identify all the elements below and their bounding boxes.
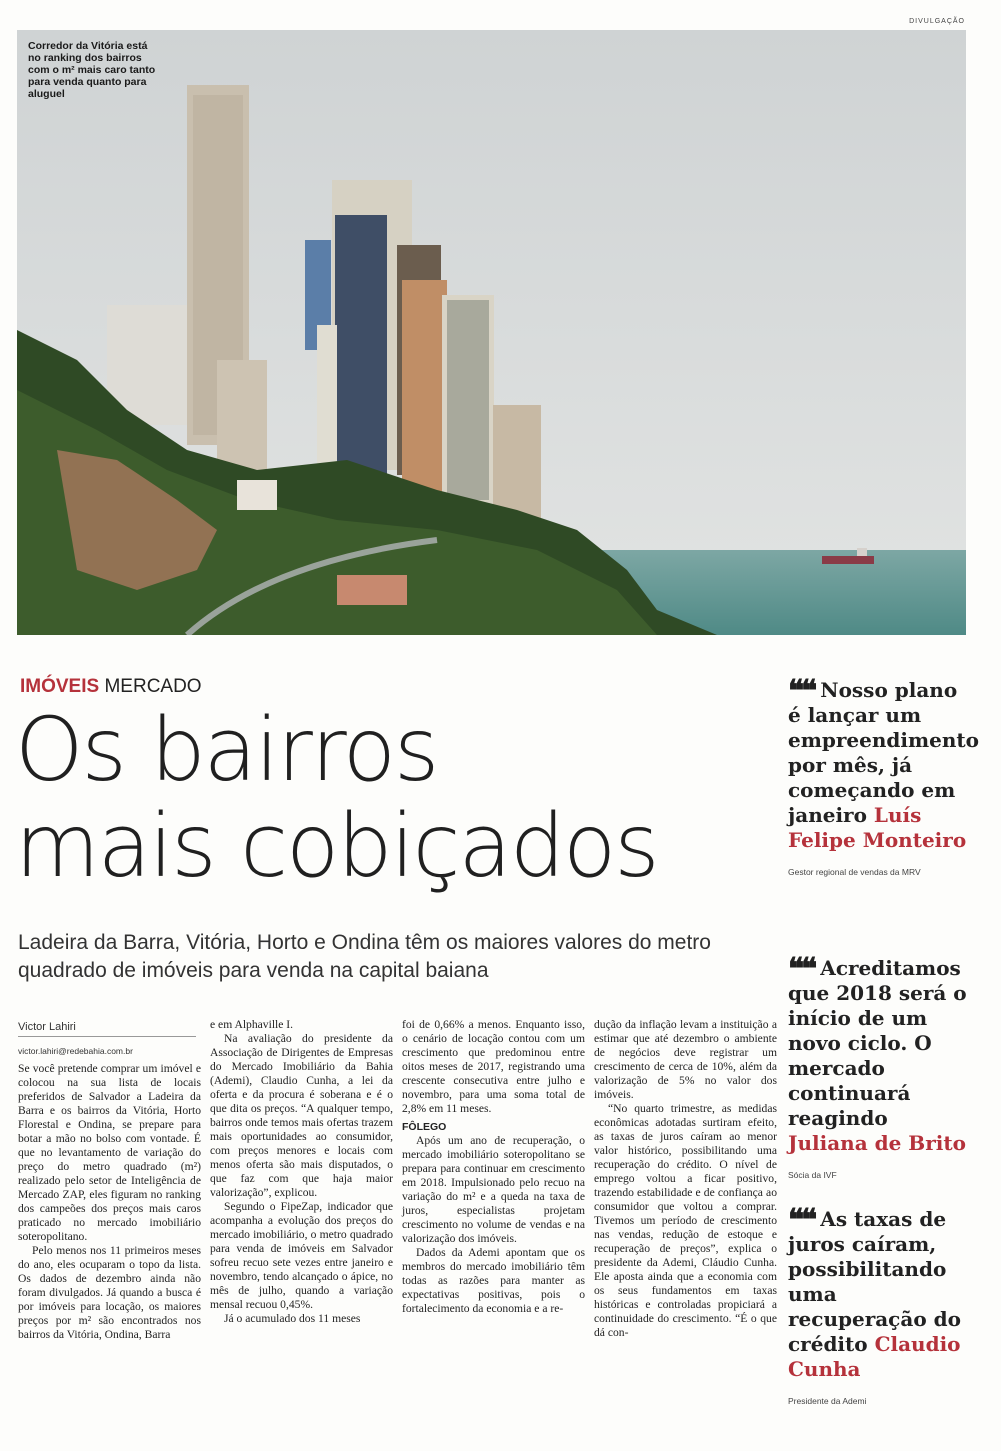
quote-mark-icon: ❝❝ (788, 1203, 815, 1238)
author-email: victor.lahiri@redebahia.com.br (18, 1046, 133, 1056)
subheading: FÔLEGO (402, 1121, 447, 1133)
subsection-label: MERCADO (104, 676, 202, 697)
paragraph: Pelo menos nos 11 primeiros meses do ano, eles ocuparam o topo da lista. Os dados de dezembro ainda não foram divulgados. Já quando a busca é por imóveis para locação, os maiores preços por m² são encontrados nos bairros da Vitória, Ondina, Barra (18, 1244, 201, 1341)
paragraph: Já o acumulado dos 11 meses (224, 1312, 361, 1325)
photo-credit: DIVULGAÇÃO (909, 18, 965, 25)
paragraph: foi de 0,66% a menos. Enquanto isso, o cenário de locação contou com um crescimento que predominou entre oitos meses de 2017, registrando uma crescente consecutiva entre julho e novembro, para uma soma total de 2,8% em 11 meses. (402, 1018, 585, 1115)
quote-text: ❝❝ Acreditamos que 2018 será o início de um novo ciclo. O mercado continuará reagindo Juliana de Brito (788, 952, 967, 1155)
paragraph: e em Alphaville I. (210, 1018, 294, 1031)
paragraph: Dados da Ademi apontam que os membros do mercado imobiliário têm todas as razões para manter as expectativas positivas, pois o fortalecimento da economia e a re- (402, 1246, 585, 1315)
paragraph: Se você pretende comprar um imóvel e colocou na sua lista de locais preferidos de Salvador a Ladeira da Barra e os bairros da Vitória, Horto Florestal e Ondina, se prepare para botar a mão no bolso com vontade. É que no levantamento de variação do preço do metro quadrado (m²) realizado pelo setor de Inteligência de Mercado ZAP, eles figuram no ranking dos campeões dos preços mais caros praticado no mercado imobiliário soteropolitano. (18, 1062, 201, 1243)
quote-author-role: Presidente da Ademi (788, 1396, 867, 1406)
headline (15, 699, 775, 897)
headline-line-2: mais cobiçados (15, 795, 658, 897)
paragraph: Após um ano de recuperação, o mercado imobiliário soteropolitano se prepara para continuar em crescimento em 2018. Impulsionado pelo recuo na variação do m² e a queda na taxa de juros, especialistas projetam crescimento no volume de vendas e na valorização dos imóveis. (402, 1134, 585, 1245)
quote-author-role: Sócia da IVF (788, 1170, 837, 1180)
quote-author: Luís Felipe Monteiro (788, 803, 967, 852)
skyline-photo (17, 30, 966, 635)
quote-mark-icon: ❝❝ (788, 674, 815, 709)
section-kicker (20, 676, 202, 698)
quote-mark-icon: ❝❝ (788, 952, 815, 987)
pull-quote (788, 674, 979, 877)
article-column-1 (18, 1062, 201, 1342)
pull-quote (788, 1203, 973, 1406)
pull-quote (788, 952, 973, 1180)
paragraph: Na avaliação do presidente da Associação de Dirigentes de Empresas do Mercado Imobiliário da Bahia (Ademi), Claudio Cunha, a lei da oferta e da procura é soberana e é o que dita os preços. “A qualquer tempo, bairros onde temos mais ofertas trazem mais oportunidades ao consumidor, com preços menores e locais com menos oferta são mais disputados, o que faz com que haja maior valorização”, explicou. (210, 1032, 393, 1199)
paragraph: dução da inflação levam a instituição a estimar que até dezembro o ambiente de negócios deve registrar um crescimento de cerca de 10%, além da valorização de 5% no valor dos imóveis. (594, 1018, 777, 1101)
article-column-4 (594, 1018, 777, 1340)
quote-author: Claudio Cunha (788, 1332, 961, 1381)
paragraph: “No quarto trimestre, as medidas econômicas adotadas surtiram efeito, as taxas de juros caíram ao menor valor histórico, possibilitando uma recuperação do crédito. O nível de emprego voltou a ficar positivo, trazendo estabilidade e de confiança ao consumidor que voltou a comprar. Tivemos um período de crescimento nas vendas, redução de estoque e recuperação de preços”, explica o presidente da Ademi, Cláudio Cunha. Ele aposta ainda que a economia com os seus fundamentos em taxas históricas e controladas propiciará a continuidade do crescimento. “É o que dá con- (594, 1102, 777, 1339)
quote-author: Juliana de Brito (788, 1131, 966, 1155)
headline-line-1: Os bairros (15, 699, 438, 801)
author-name: Victor Lahiri (18, 1021, 196, 1037)
quote-author-role: Gestor regional de vendas da MRV (788, 867, 921, 877)
paragraph: Segundo o FipeZap, indicador que acompanha a evolução dos preços do mercado imobiliário, o metro quadrado para venda de imóveis em Salvador sofreu recuo sete vezes entre janeiro e novembro, tendo alcançado o ápice, no mês de julho, quando a variação mensal recuou 0,45%. (210, 1200, 393, 1311)
article-column-3 (402, 1018, 585, 1316)
deck: Ladeira da Barra, Vitória, Horto e Ondina têm os maiores valores do metro quadrado de imóveis para venda na capital baiana (18, 931, 711, 982)
article-column-2 (210, 1018, 393, 1326)
quote-text: ❝❝ Nosso plano é lançar um empreendimento por mês, já começando em janeiro Luís Felipe Monteiro (788, 674, 979, 852)
quote-text: ❝❝ As taxas de juros caíram, possibilitando uma recuperação do crédito Claudio Cunha (788, 1203, 961, 1381)
section-label: IMÓVEIS (20, 676, 100, 697)
photo-caption: Corredor da Vitória está no ranking dos bairros com o m² mais caro tanto para venda quanto para aluguel (28, 40, 156, 100)
